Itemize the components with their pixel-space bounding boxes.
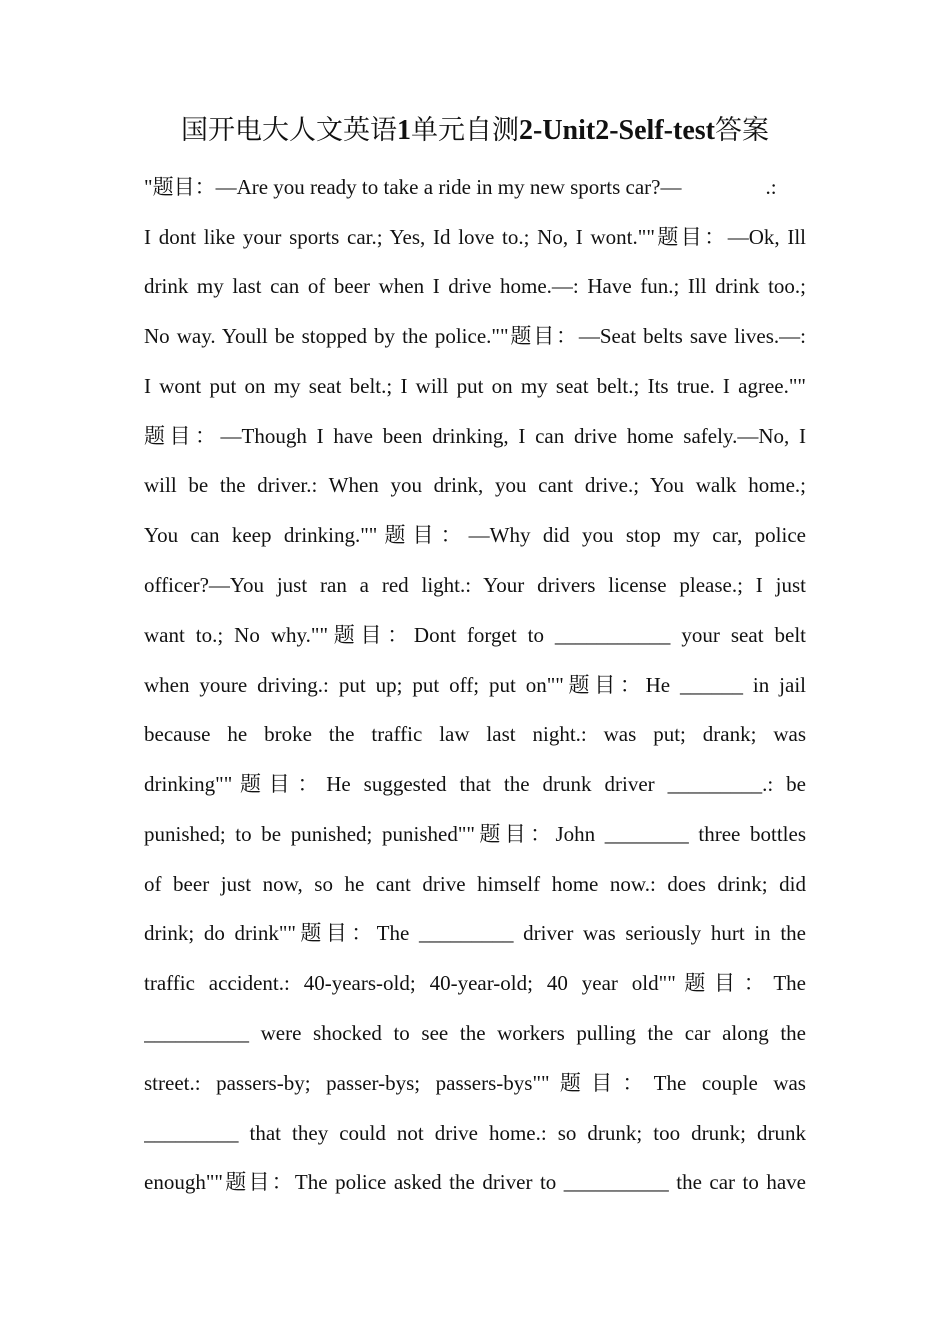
body-line: punished; to be punished; punished""题目：John ________ three bottles	[144, 822, 806, 846]
document-title	[0, 112, 950, 150]
body-line: No way. Youll be stopped by the police.""题目：—Seat belts save lives.—:	[144, 324, 806, 348]
title-text-c: 单元自测	[411, 115, 520, 146]
body-line: traffic accident.: 40-years-old; 40-year-old; 40 year old""题目：The	[144, 971, 806, 995]
title-text-a: 国开电大人文英语	[181, 115, 398, 146]
body-line: drink; do drink""题目：The _________ driver was seriously hurt in the	[144, 921, 806, 945]
title-text-e: 答案	[714, 115, 769, 146]
body-line: want to.; No why.""题目：Dont forget to ___________ your seat belt	[144, 623, 806, 647]
title-text-b: 1	[397, 115, 412, 146]
body-line: I wont put on my seat belt.; I will put on my seat belt.; Its true. I agree.""	[144, 374, 806, 398]
body-line: because he broke the traffic law last night.: was put; drank; was	[144, 722, 806, 746]
body-line: You can keep drinking.""题目：—Why did you stop my car, police	[144, 523, 806, 547]
body-line: officer?—You just ran a red light.: Your drivers license please.; I just	[144, 573, 806, 597]
body-line: __________ were shocked to see the workers pulling the car along the	[144, 1021, 806, 1045]
body-line: drink my last can of beer when I drive home.—: Have fun.; Ill drink too.;	[144, 274, 806, 298]
body-line: street.: passers-by; passer-bys; passers-bys""题目：The couple was	[144, 1071, 806, 1095]
body-line: 题目：—Though I have been drinking, I can drive home safely.—No, I	[144, 424, 806, 448]
body-line: I dont like your sports car.; Yes, Id love to.; No, I wont.""题目：—Ok, Ill	[144, 225, 806, 249]
body-line: drinking""题目：He suggested that the drunk driver _________.: be	[144, 772, 806, 796]
body-line: enough""题目：The police asked the driver to __________ the car to have	[144, 1170, 806, 1194]
body-line: _________ that they could not drive home.: so drunk; too drunk; drunk	[144, 1121, 806, 1145]
title-text-d: 2-Unit2-Self-test	[519, 115, 715, 146]
body-line: "题目：—Are you ready to take a ride in my new sports car?— .:	[144, 175, 777, 199]
body-line: of beer just now, so he cant drive himself home now.: does drink; did	[144, 872, 806, 896]
body-line: will be the driver.: When you drink, you cant drive.; You walk home.;	[144, 473, 806, 497]
body-line: when youre driving.: put up; put off; put on""题目：He ______ in jail	[144, 673, 806, 697]
